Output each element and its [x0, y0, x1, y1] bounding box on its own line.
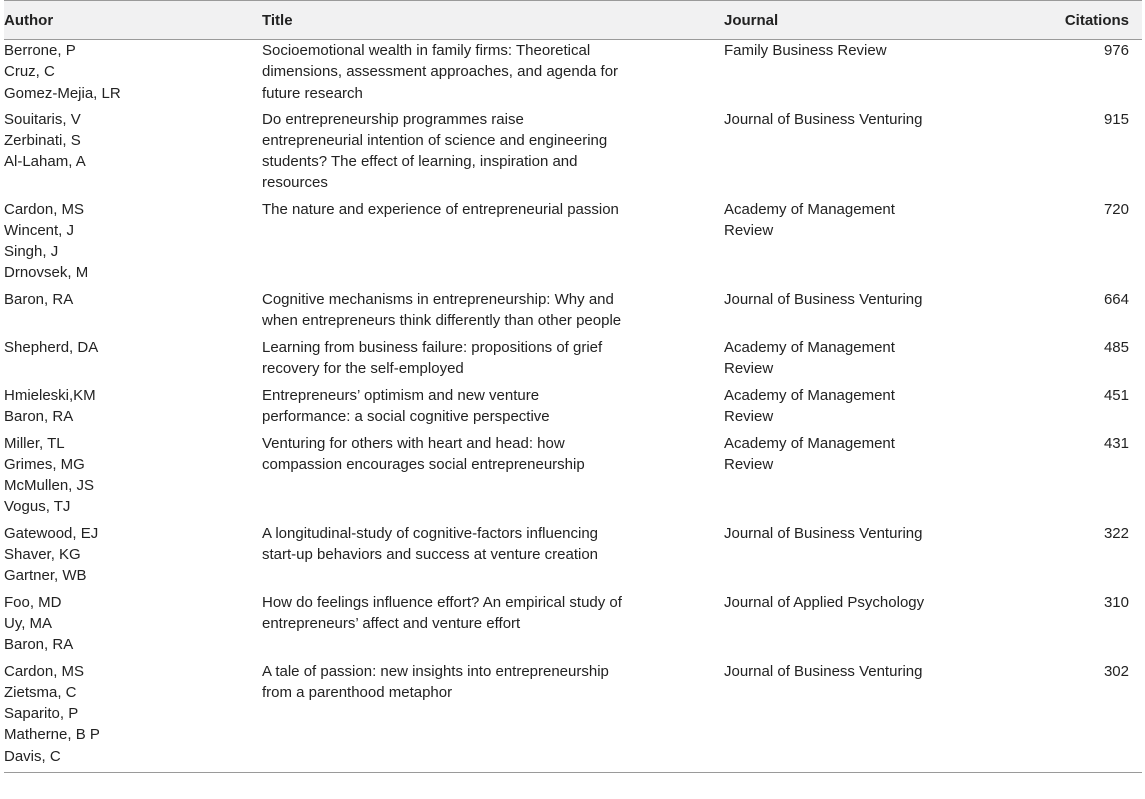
journal-line: Journal of Business Venturing — [724, 662, 923, 680]
author-name: Baron, RA — [4, 407, 74, 425]
title-line: start-up behaviors and success at venture creation — [262, 545, 599, 563]
title-cell — [262, 337, 724, 385]
author-name: Davis, C — [4, 747, 61, 765]
author-name: Miller, TL — [4, 434, 65, 452]
author-cell — [4, 289, 262, 337]
author-cell — [4, 592, 262, 661]
citations-cell: 451 — [1103, 386, 1129, 404]
journal-line: Review — [724, 359, 774, 377]
author-name: Zerbinati, S — [4, 131, 81, 149]
header-citations: Citations — [1024, 1, 1142, 40]
table-row — [4, 289, 1142, 337]
title-line: A tale of passion: new insights into entrepreneurship — [262, 662, 609, 680]
author-name: Matherne, B P — [4, 726, 100, 744]
title-line: How do feelings influence effort? An empirical study of — [262, 593, 622, 611]
journal-line: Academy of Management — [724, 386, 895, 404]
author-name: Zietsma, C — [4, 683, 77, 701]
title-line: entrepreneurs’ affect and venture effort — [262, 614, 521, 632]
title-line: Socioemotional wealth in family firms: Theoretical — [262, 42, 591, 59]
title-line: Do entrepreneurship programmes raise — [262, 110, 524, 128]
table-row — [4, 337, 1142, 385]
author-name: Vogus, TJ — [4, 498, 71, 516]
citations-cell: 485 — [1103, 338, 1129, 356]
title-cell — [262, 661, 724, 773]
title-line: Cognitive mechanisms in entrepreneurship: Why and — [262, 290, 614, 308]
author-name: Shaver, KG — [4, 545, 81, 563]
author-name: Gomez-Mejia, LR — [4, 84, 121, 102]
table-header — [4, 1, 1142, 40]
title-line: The nature and experience of entrepreneurial passion — [262, 200, 619, 218]
journal-line: Academy of Management — [724, 200, 895, 218]
journal-line: Journal of Business Venturing — [724, 110, 923, 128]
title-cell — [262, 385, 724, 433]
journal-cell — [724, 433, 1024, 523]
title-cell — [262, 433, 724, 523]
author-cell — [4, 661, 262, 773]
citations-table — [4, 0, 1142, 773]
author-cell — [4, 337, 262, 385]
header-title: Title — [262, 1, 724, 40]
journal-line: Academy of Management — [724, 434, 895, 452]
author-name: Cruz, C — [4, 63, 55, 81]
author-name: Berrone, P — [4, 42, 76, 59]
table-row — [4, 109, 1142, 199]
journal-line: Academy of Management — [724, 338, 895, 356]
journal-cell — [724, 523, 1024, 592]
title-line: entrepreneurial intention of science and engineering — [262, 131, 608, 149]
title-line: A longitudinal-study of cognitive-factors influencing — [262, 524, 599, 542]
title-line: compassion encourages social entrepreneurship — [262, 455, 585, 473]
journal-line: Journal of Applied Psychology — [724, 593, 925, 611]
journal-cell — [724, 199, 1024, 289]
author-name: Cardon, MS — [4, 662, 85, 680]
title-line: resources — [262, 174, 328, 192]
citations-cell: 322 — [1103, 524, 1129, 542]
title-cell — [262, 592, 724, 661]
header-journal: Journal — [724, 1, 1024, 40]
title-line: future research — [262, 84, 363, 102]
author-name: Foo, MD — [4, 593, 62, 611]
author-name: Cardon, MS — [4, 200, 85, 218]
author-name: Uy, MA — [4, 614, 53, 632]
title-line: students? The effect of learning, inspiration and — [262, 153, 578, 171]
journal-cell — [724, 40, 1024, 109]
author-name: Wincent, J — [4, 221, 75, 239]
title-line: Venturing for others with heart and head: how — [262, 434, 565, 452]
title-cell — [262, 109, 724, 199]
citations-cell: 664 — [1103, 290, 1129, 308]
author-name: Drnovsek, M — [4, 264, 89, 282]
author-name: Souitaris, V — [4, 110, 81, 128]
journal-cell — [724, 289, 1024, 337]
table-row — [4, 661, 1142, 773]
title-line: dimensions, assessment approaches, and agenda for — [262, 63, 619, 81]
title-cell — [262, 40, 724, 109]
author-name: Gatewood, EJ — [4, 524, 99, 542]
author-name: Grimes, MG — [4, 455, 85, 473]
header-row — [4, 1, 1142, 40]
table-row — [4, 433, 1142, 523]
citations-cell: 310 — [1103, 593, 1129, 611]
author-cell — [4, 433, 262, 523]
journal-line: Review — [724, 221, 774, 239]
title-line: Learning from business failure: propositions of grief — [262, 338, 603, 356]
title-cell — [262, 523, 724, 592]
journal-line: Journal of Business Venturing — [724, 524, 923, 542]
author-name: Shepherd, DA — [4, 338, 99, 356]
journal-cell — [724, 592, 1024, 661]
journal-line: Journal of Business Venturing — [724, 290, 923, 308]
journal-line: Review — [724, 407, 774, 425]
author-name: Baron, RA — [4, 636, 74, 654]
citations-cell: 302 — [1024, 661, 1142, 773]
author-cell — [4, 199, 262, 289]
citations-cell: 915 — [1103, 110, 1129, 128]
title-cell — [262, 199, 724, 289]
table-row — [4, 40, 1142, 109]
table-row — [4, 199, 1142, 289]
author-name: Saparito, P — [4, 705, 79, 723]
title-line: from a parenthood metaphor — [262, 683, 453, 701]
citations-cell: 431 — [1103, 434, 1129, 452]
title-line: Entrepreneurs’ optimism and new venture — [262, 386, 540, 404]
author-name: Hmieleski,KM — [4, 386, 96, 404]
author-cell — [4, 523, 262, 592]
table-row — [4, 385, 1142, 433]
title-line: performance: a social cognitive perspective — [262, 407, 550, 425]
author-name: McMullen, JS — [4, 477, 95, 495]
citations-cell: 976 — [1103, 42, 1129, 59]
author-name: Gartner, WB — [4, 567, 87, 585]
table-body — [4, 40, 1142, 773]
journal-cell — [724, 385, 1024, 433]
journal-cell — [724, 109, 1024, 199]
title-cell — [262, 289, 724, 337]
journal-line: Review — [724, 455, 774, 473]
author-name: Baron, RA — [4, 290, 74, 308]
title-line: when entrepreneurs think differently than other people — [262, 311, 622, 329]
author-name: Singh, J — [4, 243, 59, 261]
citations-cell: 720 — [1103, 200, 1129, 218]
author-cell — [4, 385, 262, 433]
author-cell — [4, 109, 262, 199]
author-name: Al-Laham, A — [4, 153, 86, 171]
table-row — [4, 592, 1142, 661]
journal-line: Family Business Review — [724, 42, 887, 59]
journal-cell — [724, 337, 1024, 385]
author-cell — [4, 40, 262, 109]
journal-cell — [724, 661, 1024, 773]
header-author: Author — [4, 1, 262, 40]
table-row — [4, 523, 1142, 592]
title-line: recovery for the self-employed — [262, 359, 464, 377]
